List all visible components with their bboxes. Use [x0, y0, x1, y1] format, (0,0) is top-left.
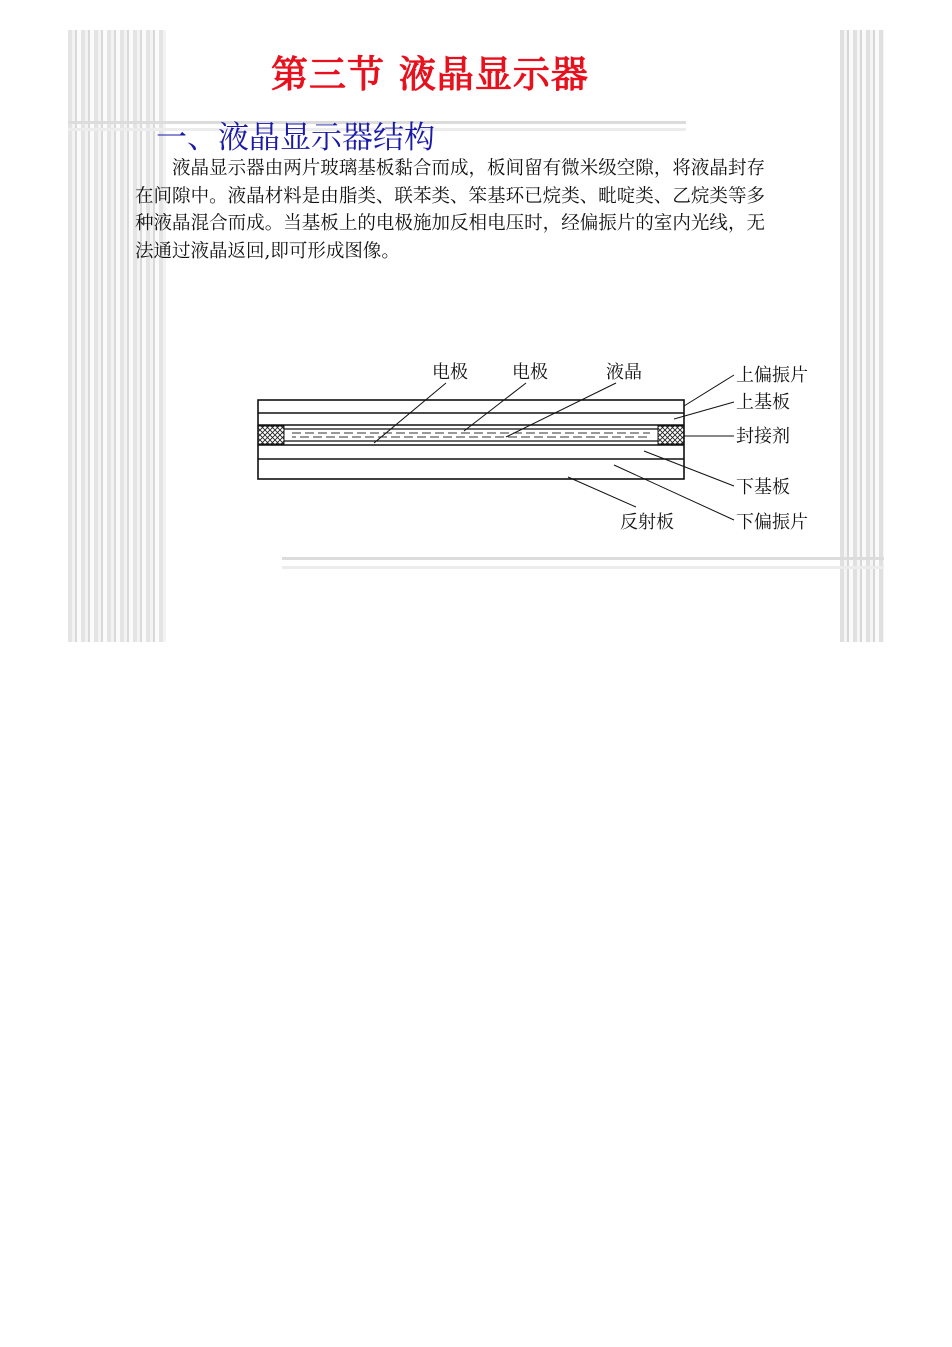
- leader-reflector: [568, 477, 636, 507]
- body-paragraph: 液晶显示器由两片玻璃基板黏合而成，板间留有微米级空隙，将液晶封存在间隙中。液晶材料是由脂类、联苯类、笨基环已烷类、毗啶类、乙烷类等多种液晶混合而成。当基板上的电极施加反相电压时，经偏振片的室内光线，无法通过液晶返回,即可形成图像。: [135, 158, 765, 262]
- bottom-band: [282, 557, 884, 560]
- page-title: 第三节 液晶显示器: [271, 53, 589, 96]
- lcd-structure-diagram: [250, 355, 830, 545]
- section-heading: 一、液晶显示器结构: [156, 120, 435, 156]
- sealant-left: [258, 426, 284, 444]
- label-electrode-1: 电极: [432, 362, 468, 383]
- label-upper-polarizer: 上偏振片: [736, 365, 808, 386]
- label-lower-substrate: 下基板: [736, 477, 790, 498]
- lcd-outer-frame: [258, 400, 684, 479]
- right-stripe-decoration: [840, 30, 884, 642]
- label-electrode-2: 电极: [512, 362, 548, 383]
- label-reflector: 反射板: [620, 512, 674, 533]
- label-upper-substrate: 上基板: [736, 392, 790, 413]
- label-liquid-crystal: 液晶: [606, 362, 642, 383]
- label-sealant: 封接剂: [736, 426, 790, 447]
- bottom-band-light: [282, 566, 884, 569]
- sealant-right: [658, 426, 684, 444]
- leader-upper-polarizer: [684, 375, 734, 406]
- label-lower-polarizer: 下偏振片: [736, 512, 808, 533]
